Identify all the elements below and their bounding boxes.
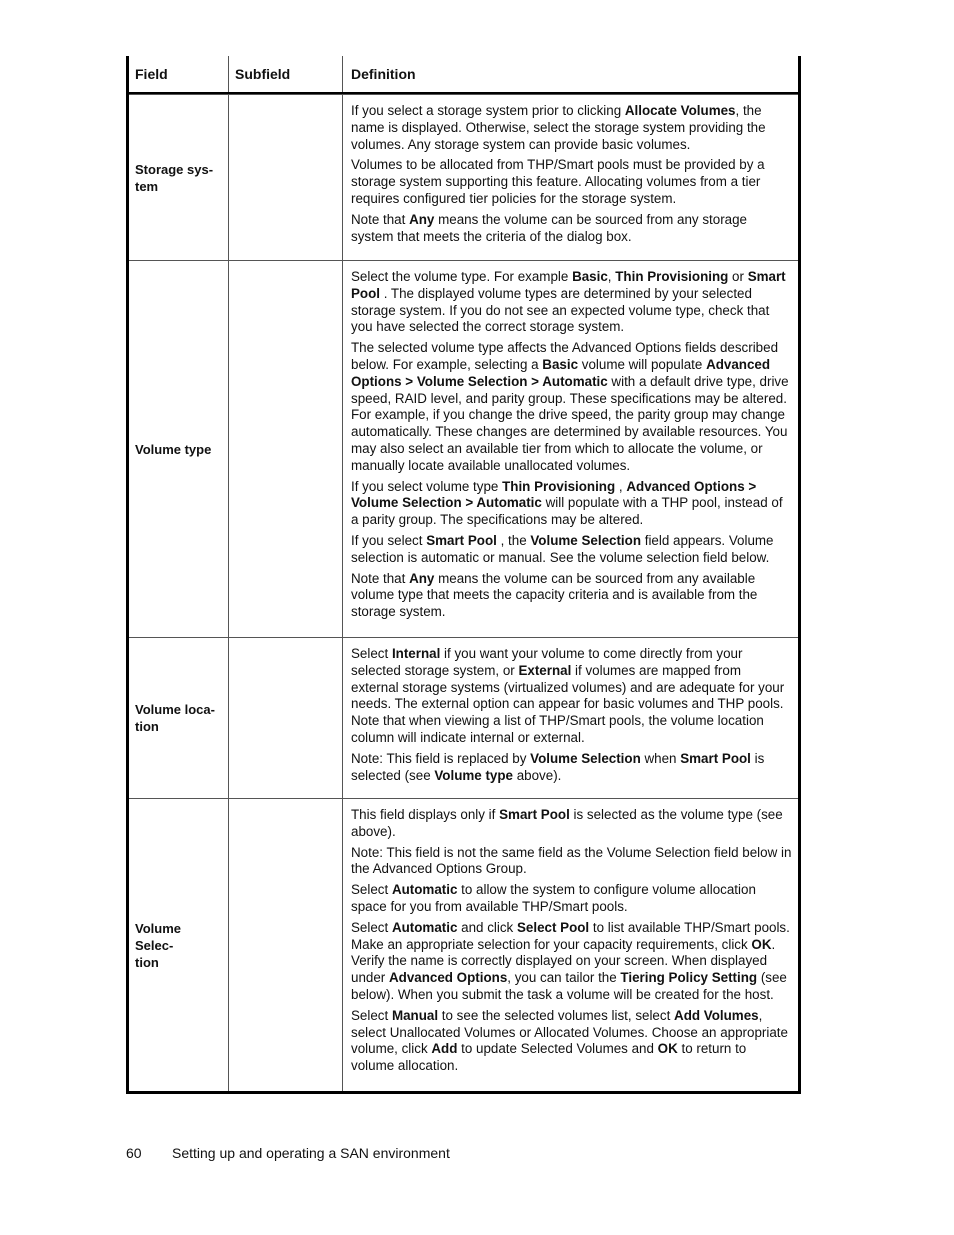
page-footer	[126, 1145, 450, 1161]
bold-term: Smart Pool	[680, 750, 751, 766]
definition-paragraph	[351, 157, 792, 207]
field-label-line: tion	[135, 954, 159, 970]
text-run: is selected as the volume type (see above).	[351, 807, 783, 839]
bold-term: Smart Pool	[499, 807, 570, 822]
definition-cell	[343, 261, 798, 637]
field-label	[135, 920, 222, 971]
text-run: ,	[615, 478, 627, 494]
text-run: field appears. Volume selection is automatic or manual. See the volume selection field below.	[351, 532, 774, 565]
bold-term: Smart Pool	[351, 269, 786, 301]
definition-paragraph	[351, 1008, 792, 1075]
text-run: Volumes to be allocated from THP/Smart pools must be provided by a storage system supporting this feature. Allocating volumes from a tier requires configured tier policies for the storage system.	[351, 157, 765, 206]
bold-term: Add	[431, 1041, 458, 1057]
bold-term: Thin Provisioning	[502, 478, 616, 494]
text-run: . The displayed volume types are determined by your selected storage system. If you do not see an expected volume type, check that you have selected the correct storage system.	[351, 285, 770, 335]
text-run: . Verify the name is correctly displayed on your screen. When displayed under	[351, 936, 776, 986]
field-label-line: Volume Selec-	[135, 920, 181, 953]
definition-paragraph	[351, 212, 792, 246]
text-run: to see the selected volumes list, select	[438, 1007, 675, 1023]
definition-paragraph	[351, 103, 792, 153]
text-run: to allow the system to configure volume allocation space for you from available THP/Smart pools.	[351, 882, 756, 914]
definition-paragraph	[351, 533, 792, 567]
text-run: means the volume can be sourced from any available volume type that meets the capacity criteria and is available from the storage system.	[351, 570, 758, 620]
bold-term: OK	[751, 936, 772, 952]
field-label	[135, 701, 215, 735]
table-row	[129, 260, 798, 637]
definition-paragraph	[351, 751, 792, 785]
text-run: means the volume can be sourced from any storage system that meets the criteria of the dialog box.	[351, 211, 747, 244]
text-run: to return to volume allocation.	[351, 1041, 747, 1074]
text-run: above).	[513, 767, 562, 783]
text-run: (see below). When you submit the task a volume will be created for the host.	[351, 970, 787, 1002]
bold-term: Basic	[572, 269, 608, 284]
bold-term: Volume type	[434, 767, 513, 783]
bold-term: Automatic	[391, 919, 458, 935]
definition-paragraph	[351, 646, 792, 747]
header-field: Field	[129, 56, 229, 92]
text-run: Select	[351, 1007, 392, 1023]
definition-cell	[343, 799, 798, 1091]
text-run: if volumes are mapped from external storage systems (virtualized volumes) and are adequate for your needs. The external option can appear for basic volumes and THP pools. Note that when viewing a list of THP/Smart pools, the volume location column will indicate internal or external.	[351, 662, 785, 745]
field-label	[135, 161, 213, 195]
definition-cell	[343, 95, 798, 260]
bold-term: Internal	[391, 646, 441, 661]
bold-term: Any	[409, 570, 435, 586]
field-label-line: tem	[135, 178, 159, 194]
bold-term: Tiering Policy Setting	[620, 970, 758, 986]
table-row	[129, 798, 798, 1091]
definition-paragraph	[351, 479, 792, 529]
text-run: will populate with a THP pool, instead of a parity group. The specifications may be altered.	[351, 495, 783, 528]
bold-term: Automatic	[391, 882, 458, 898]
text-run: This field displays only if	[351, 807, 500, 822]
text-run: Select	[351, 882, 392, 898]
text-run: volume will populate	[578, 356, 707, 372]
field-label-line: Volume loca-	[135, 702, 215, 717]
text-run: Note: This field is replaced by	[351, 750, 531, 766]
text-run: ,	[607, 269, 616, 284]
definition-paragraph	[351, 882, 792, 916]
bold-term: Add Volumes	[674, 1007, 759, 1023]
text-run: Select	[351, 646, 392, 661]
header-definition: Definition	[351, 66, 416, 82]
text-run: , you can tailor the	[507, 970, 621, 986]
text-run: Select the volume type. For example	[351, 269, 573, 284]
definition-table	[126, 56, 801, 1094]
bold-term: Smart Pool	[426, 532, 497, 548]
field-label-line: tion	[135, 719, 159, 734]
definition-paragraph	[351, 269, 792, 336]
field-cell	[129, 638, 229, 798]
text-run: If you select volume type	[351, 478, 503, 494]
subfield-cell	[229, 261, 343, 637]
text-run: when	[640, 750, 681, 766]
table-body	[129, 94, 798, 1091]
field-cell	[129, 95, 229, 260]
text-run: with a default drive type, drive speed, RAID level, and parity group. These specifications may be altered. For example, if you change the drive speed, the parity group may change automatically. These changes are determined by available resources. You may also select an available tier from which to allocate the volume, or manually locate available unallocated volumes.	[351, 373, 789, 473]
text-run: Note that	[351, 570, 410, 586]
definition-paragraph	[351, 920, 792, 1004]
bold-term: Select Pool	[516, 919, 590, 935]
field-label-line: Storage sys-	[135, 161, 214, 177]
text-run: , the name is displayed. Otherwise, select the storage system providing the volumes. Any storage system can provide basic volumes.	[351, 103, 766, 152]
bold-term: External	[518, 662, 572, 678]
bold-term: OK	[657, 1041, 678, 1057]
definition-cell	[343, 638, 798, 798]
text-run: Note that	[351, 211, 410, 227]
subfield-cell	[229, 638, 343, 798]
field-cell	[129, 799, 229, 1091]
bold-term: Allocate Volumes	[624, 103, 736, 118]
definition-paragraph	[351, 845, 792, 879]
bold-term: Advanced Options	[388, 970, 508, 986]
page-number: 60	[126, 1145, 142, 1161]
text-run: to list available THP/Smart pools. Make an appropriate selection for your capacity requirements, click	[351, 919, 790, 952]
subfield-cell	[229, 95, 343, 260]
text-run: , select Unallocated Volumes or Allocated Volumes. Choose an appropriate volume, click	[351, 1007, 788, 1057]
bold-term: Volume Selection	[530, 532, 641, 548]
definition-paragraph	[351, 571, 792, 621]
bold-term: Thin Provisioning	[615, 269, 729, 284]
text-run: if you want your volume to come directly from your selected storage system, or	[351, 646, 743, 678]
text-run: Select	[351, 919, 392, 935]
bold-term: Volume Selection	[530, 750, 641, 766]
bold-term: Advanced Options > Volume Selection > Automatic	[351, 478, 757, 511]
bold-term: Manual	[391, 1007, 439, 1023]
table-row	[129, 637, 798, 798]
header-subfield: Subfield	[229, 56, 343, 92]
text-run: If you select	[351, 532, 427, 548]
text-run: If you select a storage system prior to clicking	[351, 103, 625, 118]
section-title: Setting up and operating a SAN environment	[172, 1145, 450, 1161]
definition-paragraph	[351, 340, 792, 474]
bold-term: Any	[409, 211, 435, 227]
text-run: , the	[496, 532, 531, 548]
text-run: Note: This field is not the same field as the Volume Selection field below in the Advanced Options Group.	[351, 844, 792, 877]
field-label-line: Volume type	[135, 441, 212, 457]
field-cell	[129, 261, 229, 637]
text-run: to update Selected Volumes and	[457, 1041, 658, 1057]
table-header-row	[129, 56, 798, 94]
table-row	[129, 94, 798, 260]
definition-paragraph	[351, 807, 792, 841]
text-run: is selected (see	[351, 750, 765, 783]
field-label	[135, 441, 211, 458]
text-run: and click	[457, 919, 517, 935]
text-run: The selected volume type affects the Advanced Options fields described below. For example, selecting a	[351, 340, 779, 372]
subfield-cell	[229, 799, 343, 1091]
bold-term: Basic	[542, 356, 579, 372]
text-run: or	[728, 269, 748, 284]
bold-term: Advanced Options > Volume Selection > Automatic	[351, 356, 771, 389]
